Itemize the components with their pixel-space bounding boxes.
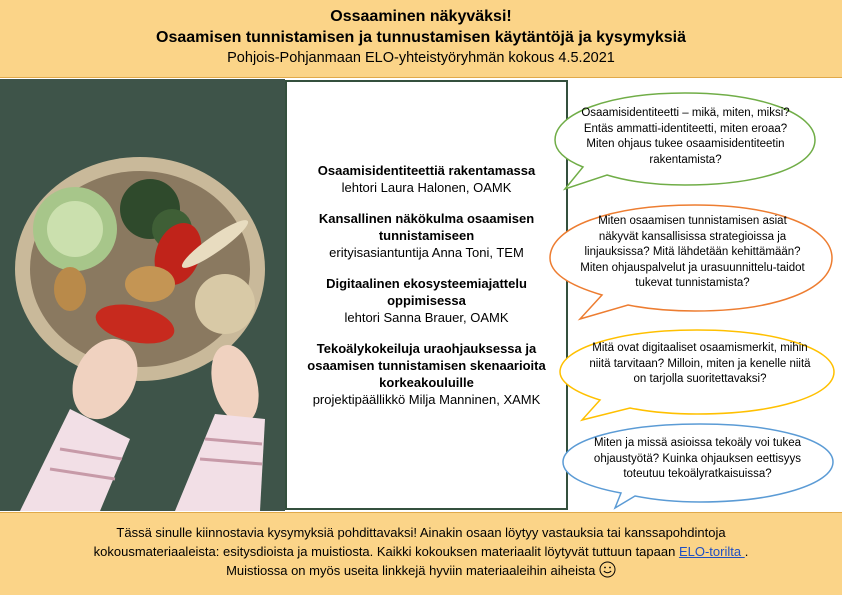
- talk-title: Osaamisidentiteettiä rakentamassa: [317, 163, 536, 178]
- footer-line-3-text: Muistiossa on myös useita linkkejä hyviin materiaaleihin aiheista: [226, 563, 596, 578]
- page-subtitle: Osaamisen tunnistamisen ja tunnustamisen käytäntöjä ja kysymyksiä: [156, 29, 686, 46]
- event-line: Pohjois-Pohjanmaan ELO-yhteistyöryhmän kokous 4.5.2021: [227, 50, 615, 66]
- talk-item: [287, 275, 566, 326]
- talk-item: [287, 340, 566, 408]
- bubble-text-ai: Miten ja missä asioissa tekoäly voi tukea ohjaustyötä? Kuinka ohjauksen eettisyys toteutuu tekoälyratkaisuissa?: [593, 437, 802, 480]
- talk-title: Tekoälykokeiluja uraohjauksessa ja osaamisen tunnistamisen skenaarioita korkeakouluille: [307, 341, 546, 390]
- bubble-text-identity: Osaamisidentiteetti – mikä, miten, miksi? Entäs ammatti-identiteetti, miten eroaa? Miten ohjaus tukee osaamisidentiteetin rakentamista?: [581, 107, 790, 166]
- talk-title: Kansallinen näkökulma osaamisen tunnistamiseen: [318, 211, 535, 243]
- smiley-icon: [599, 561, 616, 583]
- footer-line-2: [0, 542, 842, 561]
- bubble-text-badges: Mitä ovat digitaaliset osaamismerkit, mihin niitä tarvitaan? Milloin, miten ja kenelle niitä on tarjolla suoritettavaksi?: [589, 342, 811, 385]
- header-banner: [0, 0, 842, 78]
- footer-line-1: Tässä sinulle kiinnostavia kysymyksiä pohdittavaksi! Ainakin osaan löytyy vastauksia tai kanssapohdintoja: [116, 525, 726, 540]
- bubble-text-national: Miten osaamisen tunnistamisen asiat näkyvät kansallisissa strategioissa ja linjauksissa? Mitä lähdetään kehittämään? Miten ohjauspalvelut ja urasuunnittelu-taidot tukevat tunnistamista?: [580, 215, 805, 289]
- footer-line-2-text: kokousmateriaaleista: esitysdioista ja muistiosta. Kaikki kokouksen materiaalit löytyvät tuttuun tapaan: [93, 544, 679, 559]
- talk-speaker: erityisasiantuntija Anna Toni, TEM: [329, 245, 524, 260]
- footer-banner: [0, 512, 842, 595]
- talk-speaker: lehtori Laura Halonen, OAMK: [341, 180, 512, 195]
- talk-item: [287, 162, 566, 196]
- vegetable-bag-photo: [0, 79, 285, 511]
- talk-title: Digitaalinen ekosysteemiajattelu oppimisessa: [326, 276, 527, 308]
- talks-panel: [285, 80, 568, 510]
- talk-speaker: projektipäällikkö Milja Manninen, XAMK: [312, 392, 541, 407]
- footer-line-3: [0, 561, 842, 583]
- footer-line-2-end: .: [744, 544, 749, 559]
- page-title: Ossaaminen näkyväksi!: [330, 8, 512, 25]
- talk-speaker: lehtori Sanna Brauer, OAMK: [344, 310, 509, 325]
- elo-tori-link[interactable]: ELO-torilta: [678, 544, 745, 559]
- talk-item: [287, 210, 566, 261]
